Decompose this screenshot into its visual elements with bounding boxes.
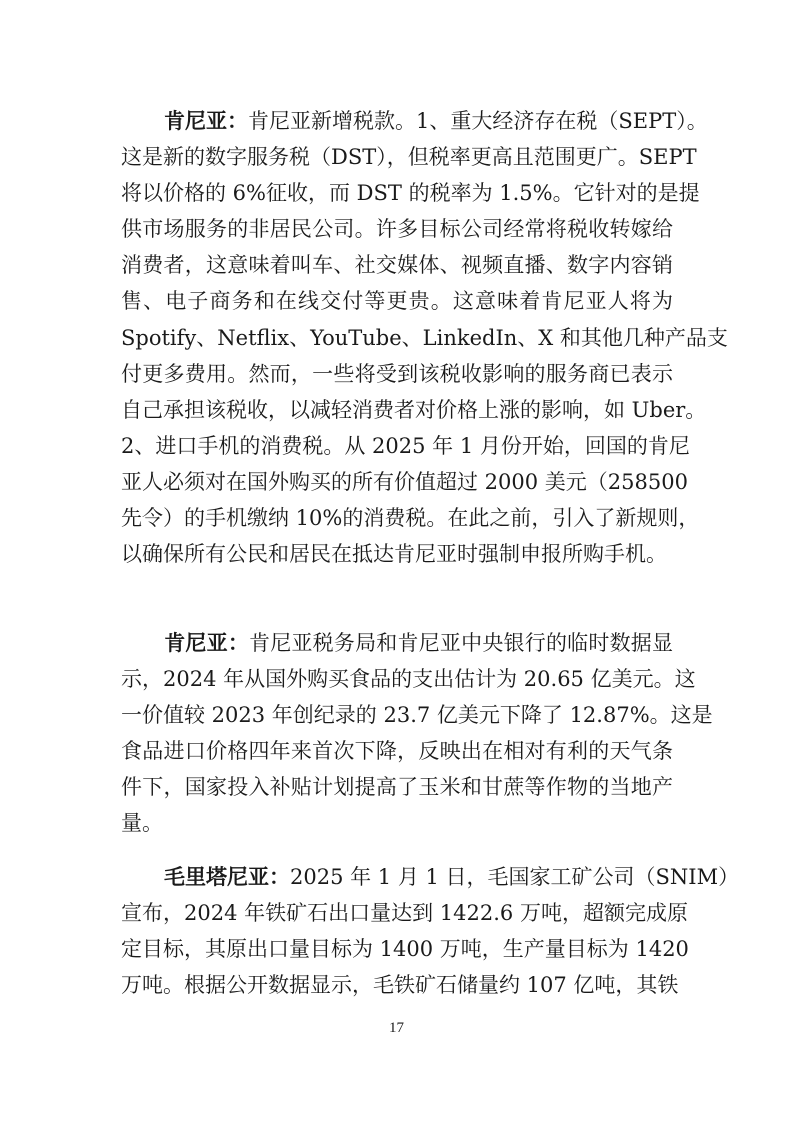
text-line: 肯尼亚：肯尼亚税务局和肯尼亚中央银行的临时数据显 [164,630,674,655]
text-line: 售、电子商务和在线交付等更贵。这意味着肯尼亚人将为 [121,289,673,314]
text-line: 这是新的数字服务税（DST），但税率更高且范围更广。SEPT [121,145,697,170]
text-line: 先令）的手机缴纳 10%的消费税。在此之前，引入了新规则， [121,506,700,531]
text-line: 件下，国家投入补贴计划提高了玉米和甘蔗等作物的当地产 [121,775,673,800]
text-line: 食品进口价格四年来首次下降，反映出在相对有利的天气条 [121,739,673,764]
page-number: 17 [389,1020,404,1036]
paragraph-mauritania-iron-ore [121,859,740,1003]
text-line: 定目标，其原出口量目标为 1400 万吨，生产量目标为 1420 [121,937,689,962]
text-line: 将以价格的 6%征收，而 DST 的税率为 1.5%。它针对的是提 [121,181,700,206]
text-line: 供市场服务的非居民公司。许多目标公司经常将税收转嫁给 [121,217,673,242]
text-line: 一价值较 2023 年创纪录的 23.7 亿美元下降了 12.87%。这是 [121,703,713,728]
text-line: 2、进口手机的消费税。从 2025 年 1 月份开始，回国的肯尼 [121,433,690,458]
text-line: 量。 [121,811,163,836]
paragraph-kenya-food-imports [121,625,713,842]
paragraph-lead: 肯尼亚： [164,630,250,655]
text-line: 肯尼亚：肯尼亚新增税款。1、重大经济存在税（SEPT）。 [164,108,708,133]
text-line: 以确保所有公民和居民在抵达肯尼亚时强制申报所购手机。 [121,542,667,567]
text-line: 毛里塔尼亚：2025 年 1 月 1 日，毛国家工矿公司（SNIM） [164,864,740,889]
paragraph-lead: 肯尼亚： [164,108,248,133]
text-line: 付更多费用。然而，一些将受到该税收影响的服务商已表示 [121,361,673,386]
text-line: 自己承担该税收，以减轻消费者对价格上涨的影响，如 Uber。 [121,397,707,422]
text-line: Spotify、Netflix、YouTube、LinkedIn、X 和其他几种产品支 [121,325,728,350]
text-line: 亚人必须对在国外购买的所有价值超过 2000 美元（258500 [121,469,688,494]
text-line: 示，2024 年从国外购买食品的支出估计为 20.65 亿美元。这 [121,667,696,692]
text-line: 宣布，2024 年铁矿石出口量达到 1422.6 万吨，超额完成原 [121,901,688,926]
text-line: 消费者，这意味着叫车、社交媒体、视频直播、数字内容销 [121,253,673,278]
paragraph-lead: 毛里塔尼亚： [164,864,290,889]
paragraph-kenya-tax [121,103,728,572]
text-line: 万吨。根据公开数据显示，毛铁矿石储量约 107 亿吨，其铁 [121,973,679,998]
